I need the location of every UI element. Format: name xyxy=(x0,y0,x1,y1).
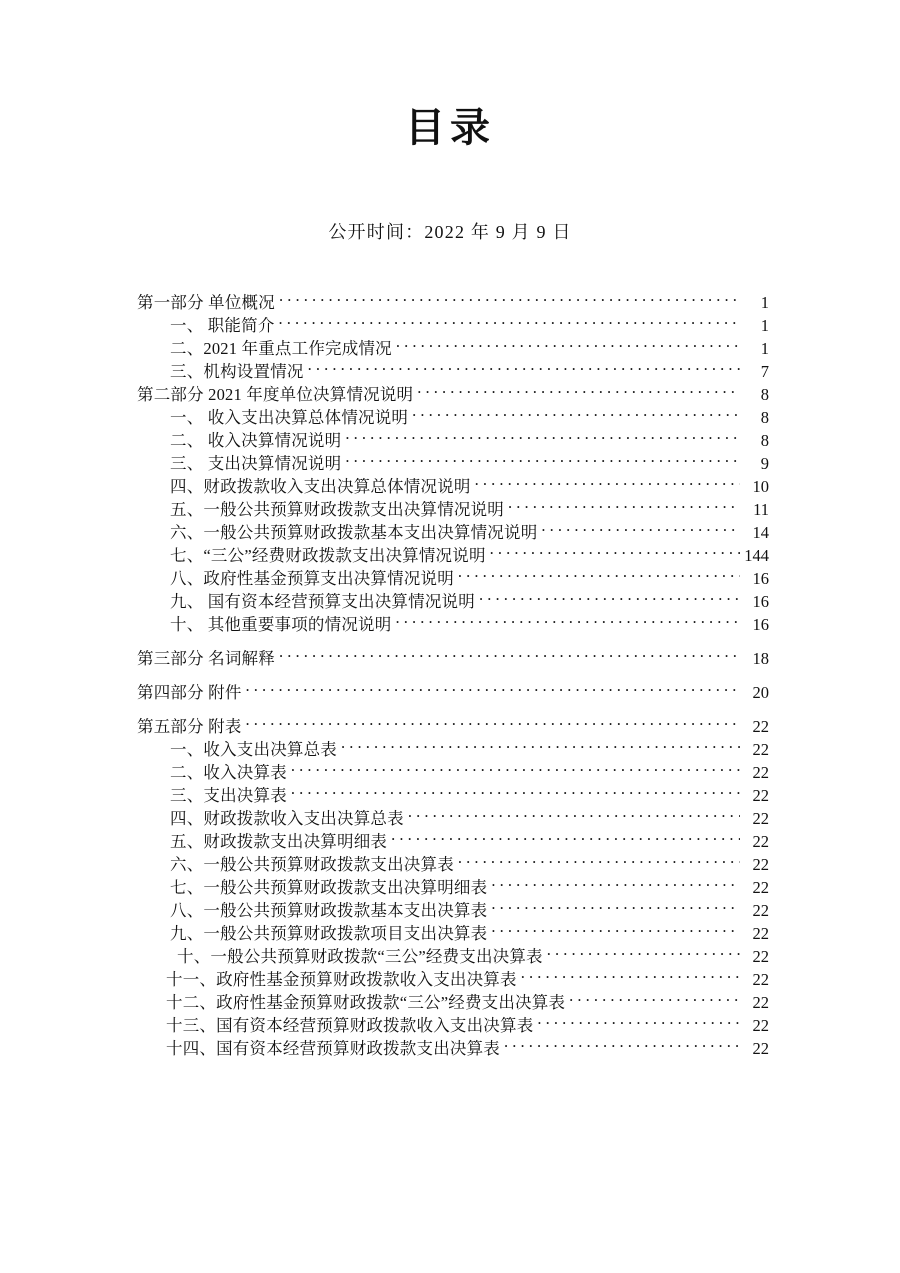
toc-page-number: 20 xyxy=(752,683,769,702)
toc-entry[interactable] xyxy=(170,337,769,360)
toc-dot-leader xyxy=(491,877,740,894)
toc-page-number: 22 xyxy=(752,717,769,736)
toc-entry-label: 二、2021 年重点工作完成情况 xyxy=(170,339,392,358)
toc-entry-label: 七、“三公”经费财政拨款支出决算情况说明 xyxy=(170,546,486,565)
toc-entry-label: 一、收入支出决算总表 xyxy=(170,740,337,759)
toc-entry[interactable] xyxy=(170,475,769,498)
toc-entry[interactable] xyxy=(170,406,769,429)
toc-dot-leader xyxy=(345,430,740,447)
toc-entry[interactable] xyxy=(170,567,769,590)
toc-dot-leader xyxy=(521,969,740,986)
toc-dot-leader xyxy=(491,923,740,940)
toc-page-number: 22 xyxy=(752,763,769,782)
toc-entry-label: 一、 收入支出决算总体情况说明 xyxy=(170,408,409,427)
toc-page-number: 22 xyxy=(752,1016,769,1035)
toc-page-number: 14 xyxy=(752,523,769,542)
toc-entry-label: 八、一般公共预算财政拨款基本支出决算表 xyxy=(170,901,488,920)
toc-entry-label: 第二部分 2021 年度单位决算情况说明 xyxy=(137,385,414,404)
toc-entry[interactable] xyxy=(170,922,769,945)
toc-entry-label: 第四部分 附件 xyxy=(137,683,242,702)
toc-entry[interactable] xyxy=(170,899,769,922)
toc-dot-leader xyxy=(345,453,740,470)
toc-dot-leader xyxy=(537,1015,740,1032)
toc-entry[interactable] xyxy=(137,383,769,406)
toc-page-number: 8 xyxy=(760,408,769,427)
toc-dot-leader xyxy=(412,407,740,424)
toc-dot-leader xyxy=(246,682,740,699)
toc-dot-leader xyxy=(396,338,740,355)
toc-entry-label: 第五部分 附表 xyxy=(137,717,242,736)
toc-entry-label: 十四、国有资本经营预算财政拨款支出决算表 xyxy=(166,1039,500,1058)
toc-entry-label: 七、一般公共预算财政拨款支出决算明细表 xyxy=(170,878,488,897)
toc-dot-leader xyxy=(408,808,740,825)
toc-page-number: 22 xyxy=(752,947,769,966)
toc-dot-leader xyxy=(308,361,740,378)
toc-page-number: 22 xyxy=(752,878,769,897)
toc-entry[interactable] xyxy=(170,761,769,784)
toc-entry[interactable] xyxy=(170,360,769,383)
toc-page-number: 9 xyxy=(760,454,769,473)
toc-entry[interactable] xyxy=(166,991,769,1014)
toc-dot-leader xyxy=(246,716,740,733)
toc-dot-leader xyxy=(569,992,740,1009)
toc-dot-leader xyxy=(279,315,740,332)
toc-entry-label: 十一、政府性基金预算财政拨款收入支出决算表 xyxy=(166,970,517,989)
toc-dot-leader xyxy=(417,384,740,401)
toc-entry[interactable] xyxy=(137,291,769,314)
toc-page-number: 8 xyxy=(760,431,769,450)
toc-page-number: 22 xyxy=(752,993,769,1012)
toc-entry[interactable] xyxy=(170,853,769,876)
toc-page-number: 22 xyxy=(752,740,769,759)
toc-dot-leader xyxy=(547,946,740,963)
toc-page-number: 22 xyxy=(752,970,769,989)
toc-page-number: 22 xyxy=(752,855,769,874)
toc-entry-label: 第三部分 名词解释 xyxy=(137,649,275,668)
toc-page-number: 16 xyxy=(752,615,769,634)
toc-entry-label: 十、一般公共预算财政拨款“三公”经费支出决算表 xyxy=(177,947,543,966)
toc-entry[interactable] xyxy=(166,1037,769,1060)
toc-dot-leader xyxy=(475,476,740,493)
toc-entry-label: 十二、政府性基金预算财政拨款“三公”经费支出决算表 xyxy=(166,993,566,1012)
toc-dot-leader xyxy=(504,1038,740,1055)
toc-entry[interactable] xyxy=(170,544,769,567)
toc-page-number: 22 xyxy=(752,786,769,805)
toc-entry-label: 五、财政拨款支出决算明细表 xyxy=(170,832,388,851)
toc-entry-label: 六、一般公共预算财政拨款基本支出决算情况说明 xyxy=(170,523,538,542)
publish-date: 公开时间：2022 年 9 月 9 日 xyxy=(328,222,572,242)
toc-entry[interactable] xyxy=(137,647,769,670)
toc-dot-leader xyxy=(479,591,740,608)
toc-entry[interactable] xyxy=(137,715,769,738)
toc-page-number: 22 xyxy=(752,1039,769,1058)
table-of-contents xyxy=(137,291,769,1060)
toc-entry[interactable] xyxy=(170,807,769,830)
toc-entry[interactable] xyxy=(166,968,769,991)
toc-entry-label: 二、 收入决算情况说明 xyxy=(170,431,342,450)
toc-entry[interactable] xyxy=(137,681,769,704)
toc-entry[interactable] xyxy=(170,876,769,899)
toc-entry-label: 三、机构设置情况 xyxy=(170,362,304,381)
toc-page-number: 16 xyxy=(752,569,769,588)
toc-entry[interactable] xyxy=(170,613,769,636)
toc-dot-leader xyxy=(541,522,740,539)
toc-entry[interactable] xyxy=(170,784,769,807)
toc-entry[interactable] xyxy=(170,521,769,544)
toc-entry-label: 三、支出决算表 xyxy=(170,786,287,805)
toc-dot-leader xyxy=(491,900,740,917)
toc-entry[interactable] xyxy=(166,1014,769,1037)
page-title: 目录 xyxy=(405,105,495,151)
toc-entry-label: 一、 职能简介 xyxy=(170,316,275,335)
toc-entry-label: 五、一般公共预算财政拨款支出决算情况说明 xyxy=(170,500,504,519)
toc-dot-leader xyxy=(395,614,740,631)
toc-page-number: 11 xyxy=(753,500,769,519)
toc-entry[interactable] xyxy=(170,429,769,452)
toc-entry[interactable] xyxy=(170,738,769,761)
toc-page-number: 18 xyxy=(752,649,769,668)
toc-entry[interactable] xyxy=(170,498,769,521)
toc-dot-leader xyxy=(341,739,740,756)
toc-dot-leader xyxy=(291,762,740,779)
toc-entry-label: 六、一般公共预算财政拨款支出决算表 xyxy=(170,855,454,874)
toc-entry-label: 四、财政拨款收入支出决算总表 xyxy=(170,809,404,828)
toc-page-number: 144 xyxy=(744,546,769,565)
toc-page-number: 1 xyxy=(760,339,769,358)
toc-dot-leader xyxy=(458,568,740,585)
toc-page-number: 22 xyxy=(752,924,769,943)
toc-entry[interactable] xyxy=(177,945,769,968)
toc-dot-leader xyxy=(279,292,740,309)
toc-page-number: 8 xyxy=(760,385,769,404)
toc-entry[interactable] xyxy=(170,452,769,475)
toc-entry[interactable] xyxy=(170,590,769,613)
toc-page-number: 7 xyxy=(760,362,769,381)
toc-page-number: 1 xyxy=(760,293,769,312)
toc-dot-leader xyxy=(279,648,740,665)
toc-entry-label: 八、政府性基金预算支出决算情况说明 xyxy=(170,569,454,588)
toc-page-number: 16 xyxy=(752,592,769,611)
toc-dot-leader xyxy=(490,545,740,562)
toc-dot-leader xyxy=(508,499,740,516)
toc-page-number: 22 xyxy=(752,832,769,851)
toc-dot-leader xyxy=(391,831,740,848)
toc-entry-label: 十三、国有资本经营预算财政拨款收入支出决算表 xyxy=(166,1016,534,1035)
toc-page-number: 10 xyxy=(752,477,769,496)
toc-dot-leader xyxy=(458,854,740,871)
toc-dot-leader xyxy=(291,785,740,802)
toc-entry[interactable] xyxy=(170,314,769,337)
toc-entry-label: 二、收入决算表 xyxy=(170,763,287,782)
toc-entry[interactable] xyxy=(170,830,769,853)
toc-entry-label: 四、财政拨款收入支出决算总体情况说明 xyxy=(170,477,471,496)
toc-entry-label: 九、 国有资本经营预算支出决算情况说明 xyxy=(170,592,475,611)
toc-entry-label: 九、一般公共预算财政拨款项目支出决算表 xyxy=(170,924,488,943)
toc-page-number: 22 xyxy=(752,809,769,828)
toc-entry-label: 第一部分 单位概况 xyxy=(137,293,275,312)
toc-entry-label: 三、 支出决算情况说明 xyxy=(170,454,342,473)
toc-page-number: 22 xyxy=(752,901,769,920)
toc-entry-label: 十、 其他重要事项的情况说明 xyxy=(170,615,392,634)
toc-page-number: 1 xyxy=(760,316,769,335)
